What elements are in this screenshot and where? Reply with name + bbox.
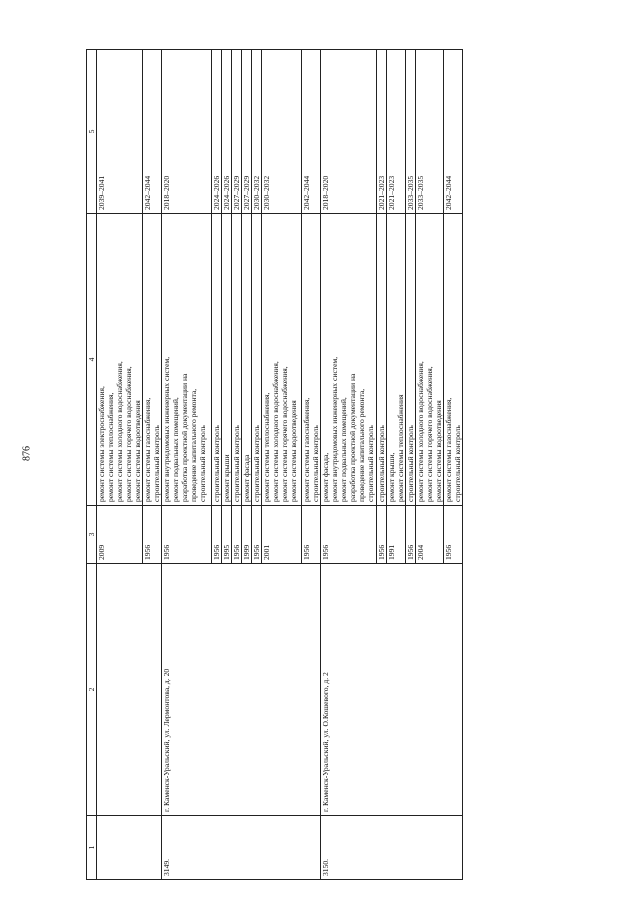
table-body <box>97 50 463 880</box>
work-line: ремонт системы горячего водоснабжения, <box>124 366 133 502</box>
row-number-cell <box>222 816 232 880</box>
work-line: ремонт системы холодного водоснабжения, <box>416 361 425 502</box>
period-cell: 2021–2023 <box>377 50 387 214</box>
work-line: ремонт системы газоснабжения, <box>444 397 453 502</box>
work-type-cell <box>212 214 222 506</box>
address-cell <box>444 564 463 816</box>
table-row <box>222 50 232 880</box>
year-cell: 1956 <box>321 506 377 564</box>
address-cell <box>242 564 252 816</box>
row-number-cell <box>302 816 321 880</box>
year-cell: 1956 <box>143 506 162 564</box>
work-line: ремонт внутридомовых инженерных систем, <box>330 356 339 502</box>
period-cell: 2042–2044 <box>444 50 463 214</box>
work-line: строительный контроль <box>198 425 207 502</box>
work-line: ремонт системы водоотведения <box>289 400 298 502</box>
period-cell: 2021–2023 <box>387 50 406 214</box>
work-type-cell <box>222 214 232 506</box>
address-cell <box>252 564 262 816</box>
table-row <box>321 50 377 880</box>
address-cell: г. Каменск-Уральский, ул. Лермонтова, д. 20 <box>162 564 212 816</box>
table-row <box>212 50 222 880</box>
work-line: ремонт фасада, <box>321 452 330 502</box>
header-col-2: 2 <box>87 564 97 816</box>
work-line: ремонт системы холодного водоснабжения, <box>115 361 124 502</box>
work-line: ремонт системы водоотведения <box>133 400 142 502</box>
period-cell: 2024–2026 <box>212 50 222 214</box>
work-line: ремонт системы газоснабжения, <box>143 397 152 502</box>
table-row <box>252 50 262 880</box>
year-cell: 1956 <box>162 506 212 564</box>
work-line: строительный контроль <box>232 425 241 502</box>
row-number-cell <box>97 816 143 880</box>
year-cell: 2009 <box>97 506 143 564</box>
work-line: строительный контроль <box>152 425 161 502</box>
table-row <box>262 50 302 880</box>
period-cell: 2030–2032 <box>262 50 302 214</box>
address-cell: г. Каменск-Уральский, ул. О.Кошевого, д. 2 <box>321 564 377 816</box>
page-number: 876 <box>21 446 33 461</box>
year-cell: 1956 <box>406 506 416 564</box>
work-line: разработка проектной документации на <box>348 373 357 502</box>
table-row <box>406 50 416 880</box>
period-cell: 2033–2035 <box>406 50 416 214</box>
work-type-cell <box>143 214 162 506</box>
work-type-cell <box>162 214 212 506</box>
year-cell: 1999 <box>242 506 252 564</box>
work-line: ремонт системы газоснабжения, <box>302 397 311 502</box>
row-number-cell <box>406 816 416 880</box>
work-line: проведение капитального ремонта, <box>357 388 366 502</box>
address-cell <box>406 564 416 816</box>
work-line: строительный контроль <box>453 425 462 502</box>
capital-repair-table <box>86 49 463 880</box>
table-row <box>416 50 444 880</box>
address-cell <box>97 564 143 816</box>
period-cell: 2018–2020 <box>321 50 377 214</box>
work-line: ремонт системы электроснабжения, <box>97 386 106 502</box>
work-line: ремонт системы теплоснабжения, <box>106 392 115 502</box>
row-number-cell <box>212 816 222 880</box>
period-cell: 2024–2026 <box>222 50 232 214</box>
table-row <box>143 50 162 880</box>
table-row <box>97 50 143 880</box>
year-cell: 1956 <box>444 506 463 564</box>
header-col-4: 4 <box>87 214 97 506</box>
work-line: ремонт системы водоотведения <box>434 400 443 502</box>
work-type-cell <box>416 214 444 506</box>
period-cell: 2018–2020 <box>162 50 212 214</box>
header-row <box>87 50 97 880</box>
table-row <box>387 50 406 880</box>
address-cell <box>416 564 444 816</box>
work-line: строительный контроль <box>406 425 415 502</box>
work-line: ремонт системы горячего водоснабжения, <box>425 366 434 502</box>
work-line: ремонт системы горячего водоснабжения, <box>280 366 289 502</box>
work-line: строительный контроль <box>377 425 386 502</box>
work-type-cell <box>444 214 463 506</box>
work-type-cell <box>242 214 252 506</box>
row-number-cell <box>252 816 262 880</box>
work-line: ремонт подвальных помещений, <box>339 397 348 502</box>
work-type-cell <box>406 214 416 506</box>
row-number-cell: 3149. <box>162 816 212 880</box>
table-row <box>242 50 252 880</box>
work-line: разработка проектной документации на <box>180 373 189 502</box>
address-cell <box>143 564 162 816</box>
table-row <box>162 50 212 880</box>
work-type-cell <box>232 214 242 506</box>
row-number-cell <box>262 816 302 880</box>
header-col-1: 1 <box>87 816 97 880</box>
work-type-cell <box>252 214 262 506</box>
table-row <box>302 50 321 880</box>
work-line: проведение капитального ремонта, <box>189 388 198 502</box>
rotated-table-container <box>86 50 556 880</box>
row-number-cell: 3150. <box>321 816 377 880</box>
work-type-cell <box>97 214 143 506</box>
header-col-5: 5 <box>87 50 97 214</box>
year-cell: 1991 <box>387 506 406 564</box>
work-line: ремонт системы теплоснабжения <box>396 394 405 502</box>
year-cell: 1956 <box>377 506 387 564</box>
table-row <box>444 50 463 880</box>
table-row <box>377 50 387 880</box>
address-cell <box>302 564 321 816</box>
row-number-cell <box>387 816 406 880</box>
address-cell <box>387 564 406 816</box>
period-cell: 2033–2035 <box>416 50 444 214</box>
work-type-cell <box>321 214 377 506</box>
work-line: ремонт подвальных помещений, <box>171 397 180 502</box>
row-number-cell <box>242 816 252 880</box>
work-line: ремонт крыши <box>222 454 231 502</box>
row-number-cell <box>416 816 444 880</box>
work-line: строительный контроль <box>212 425 221 502</box>
year-cell: 2001 <box>262 506 302 564</box>
work-type-cell <box>387 214 406 506</box>
work-line: строительный контроль <box>311 425 320 502</box>
period-cell: 2039–2041 <box>97 50 143 214</box>
address-cell <box>222 564 232 816</box>
header-col-3: 3 <box>87 506 97 564</box>
year-cell: 1956 <box>252 506 262 564</box>
year-cell: 2004 <box>416 506 444 564</box>
year-cell: 1956 <box>212 506 222 564</box>
work-line: ремонт крыши, <box>387 452 396 502</box>
year-cell: 1995 <box>222 506 232 564</box>
row-number-cell <box>444 816 463 880</box>
work-type-cell <box>302 214 321 506</box>
period-cell: 2030–2032 <box>252 50 262 214</box>
year-cell: 1956 <box>302 506 321 564</box>
address-cell <box>262 564 302 816</box>
work-type-cell <box>262 214 302 506</box>
period-cell: 2027–2029 <box>242 50 252 214</box>
address-cell <box>377 564 387 816</box>
row-number-cell <box>377 816 387 880</box>
work-line: ремонт системы холодного водоснабжения, <box>271 361 280 502</box>
work-line: ремонт фасада <box>242 454 251 502</box>
table-row <box>232 50 242 880</box>
address-cell <box>212 564 222 816</box>
year-cell: 1956 <box>232 506 242 564</box>
period-cell: 2042–2044 <box>302 50 321 214</box>
period-cell: 2042–2044 <box>143 50 162 214</box>
work-line: ремонт внутридомовых инженерных систем, <box>162 356 171 502</box>
work-line: строительный контроль <box>366 425 375 502</box>
row-number-cell <box>232 816 242 880</box>
address-cell <box>232 564 242 816</box>
work-line: строительный контроль <box>252 425 261 502</box>
work-type-cell <box>377 214 387 506</box>
period-cell: 2027–2029 <box>232 50 242 214</box>
work-line: ремонт системы теплоснабжения, <box>262 392 271 502</box>
row-number-cell <box>143 816 162 880</box>
